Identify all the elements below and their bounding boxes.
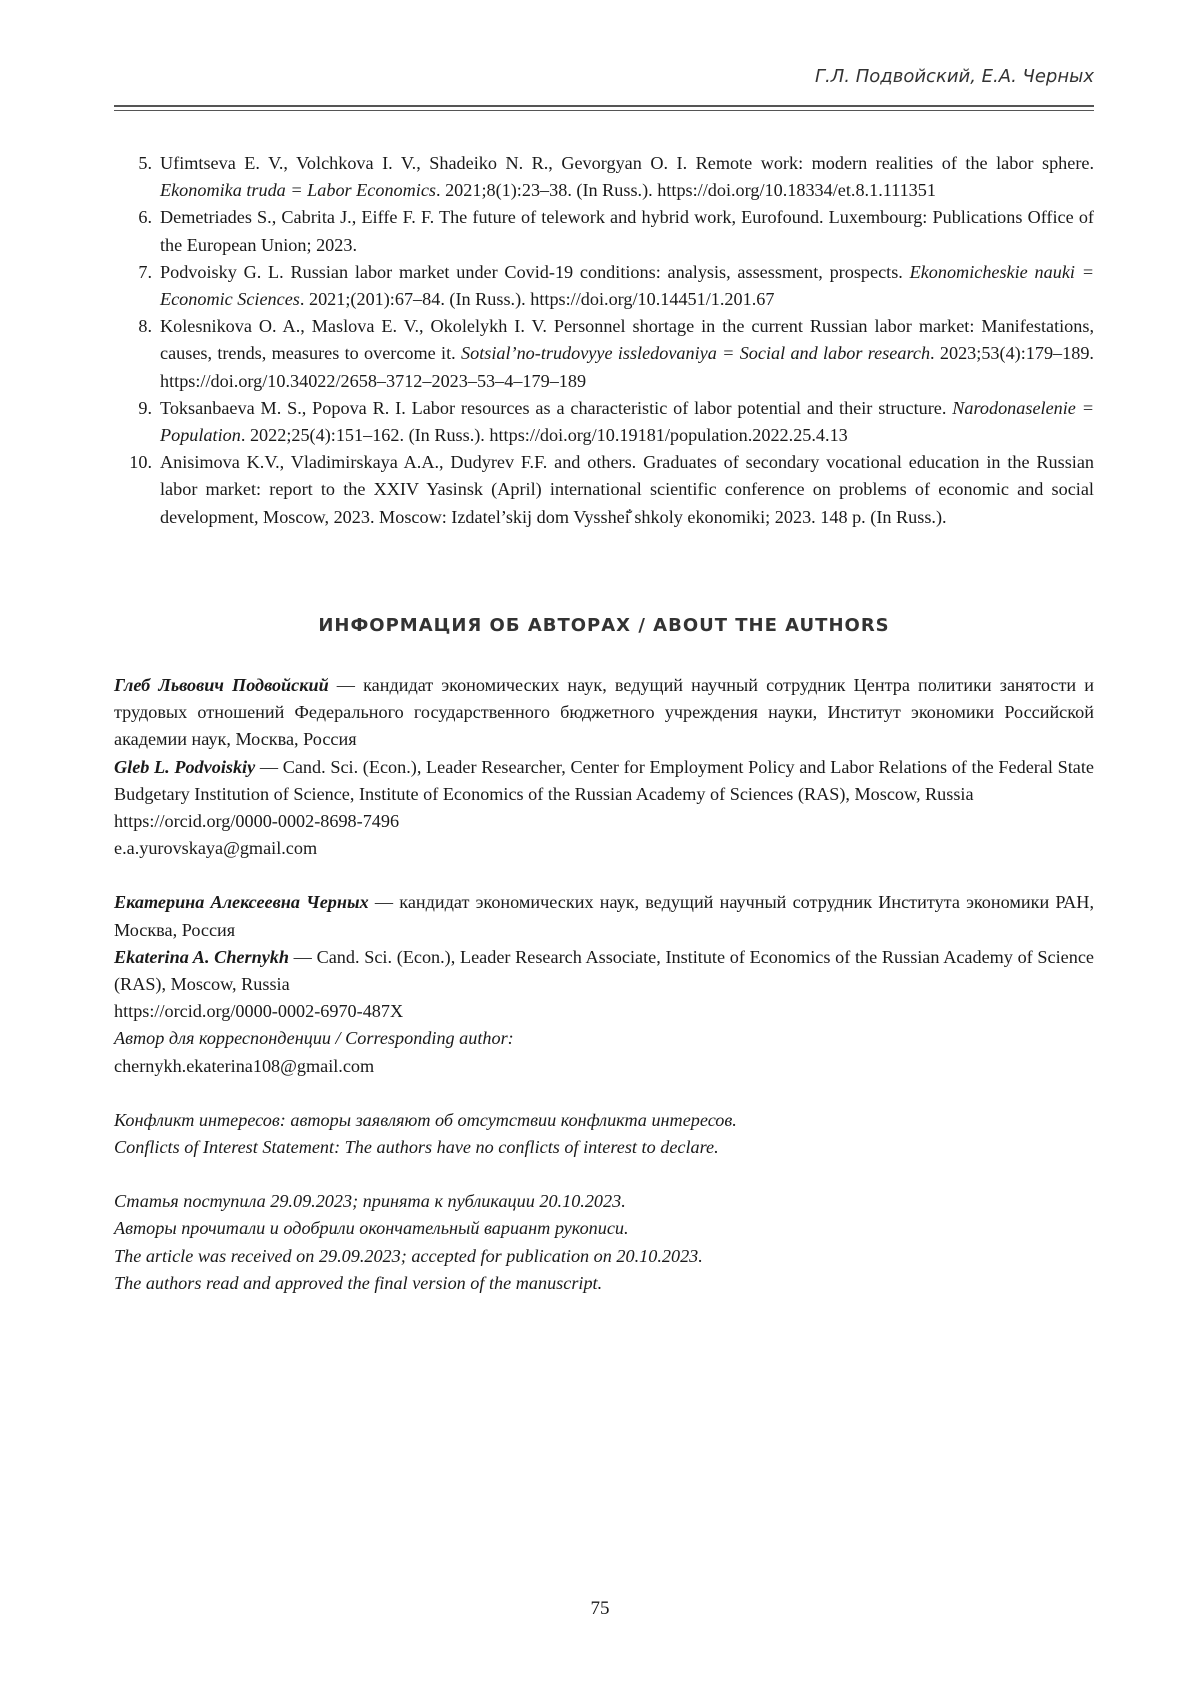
author1-en: [114, 754, 1094, 808]
reference-number: 8.: [138, 316, 152, 337]
author1-name-en: Gleb L. Podvoiskiy: [114, 756, 256, 777]
author2-desc-en: — Cand. Sci. (Econ.), Leader Research Associate, Institute of Economics of the Russian Academy of Science (RAS), Moscow, Russia: [114, 946, 1094, 995]
reference-item: [114, 449, 1094, 531]
author1-desc-ru: — кандидат экономических наук, ведущий научный сотрудник Центра политики занятости и трудовых отношений Федерального государственного бюджетного учреждения науки, Институт экономики Российской академии наук, Москва, Россия: [114, 675, 1094, 750]
reference-number: 5.: [138, 153, 152, 173]
author2-name-ru: Екатерина Алексеевна Черных: [114, 892, 369, 913]
reference-tail: . 2022;25(4):151–162. (In Russ.). https://doi.org/10.19181/population.2022.25.4.13: [240, 425, 848, 446]
reference-item: [114, 395, 1094, 449]
reference-number: 7.: [138, 261, 152, 282]
reference-tail: . 2023;53(4):179–189. https://doi.org/10.34022/2658–3712–2023–53–4–179–189: [160, 343, 1094, 391]
manuscript-approved-en: The authors read and approved the final version of the manuscript.: [114, 1272, 603, 1293]
reference-list: [114, 150, 1094, 531]
reference-item: [114, 313, 1094, 395]
author2-en: [114, 944, 1094, 998]
reference-number: 9.: [138, 397, 152, 418]
author1-email[interactable]: e.a.yurovskaya@gmail.com: [114, 838, 318, 859]
author1-name-ru: Глеб Львович Подвойский: [114, 675, 329, 695]
page-number: 75: [590, 1598, 610, 1619]
running-header-authors: Г.Л. Подвойский, Е.А. Черных: [815, 66, 1094, 87]
reference-lead: Demetriades S., Cabrita J., Eiffe F. F. The future of telework and hybrid work, Eurofound. Luxembourg: Publications Office of the European Union; 2023.: [160, 207, 1094, 255]
reference-number: 10.: [129, 452, 152, 473]
reference-lead: Kolesnikova O. A., Maslova E. V., Okolelykh I. V. Personnel shortage in the current Russian labor market: Manifestations, causes, trends, measures to overcome it.: [160, 316, 1094, 364]
reference-tail: . 2021;8(1):23–38. (In Russ.). https://doi.org/10.18334/et.8.1.111351: [435, 180, 936, 201]
header-rule: [114, 105, 1094, 111]
author2-orcid[interactable]: https://orcid.org/0000-0002-6970-487X: [114, 1001, 404, 1022]
reference-journal: Ekonomicheskie nauki = Economic Sciences: [160, 261, 1094, 310]
reference-number: 6.: [138, 207, 152, 228]
section-heading-about-authors: ИНФОРМАЦИЯ ОБ АВТОРАХ / ABOUT THE AUTHORS: [318, 615, 890, 636]
author2-email[interactable]: chernykh.ekaterina108@gmail.com: [114, 1055, 375, 1076]
reference-lead: Ufimtseva E. V., Volchkova I. V., Shadeiko N. R., Gevorgyan O. I. Remote work: modern realities of the labor sphere.: [160, 153, 1094, 173]
reference-lead: Toksanbaeva M. S., Popova R. I. Labor resources as a characteristic of labor potential and their structure.: [160, 397, 953, 418]
reference-lead: Podvoisky G. L. Russian labor market under Covid-19 conditions: analysis, assessment, prospects.: [160, 261, 910, 282]
reference-tail: . 2021;(201):67–84. (In Russ.). https://doi.org/10.14451/1.201.67: [299, 289, 775, 310]
author1-ru: [114, 672, 1094, 754]
conflict-statement-ru: Конфликт интересов: авторы заявляют об отсутствии конфликта интересов.: [114, 1109, 737, 1130]
conflict-statement-en: Conflicts of Interest Statement: The authors have no conflicts of interest to declare.: [114, 1137, 719, 1158]
reference-journal: Narodonaselenie = Population: [160, 397, 1094, 446]
author2-ru: [114, 889, 1094, 943]
reference-item: [114, 259, 1094, 313]
article-received-en: The article was received on 29.09.2023; accepted for publication on 20.10.2023.: [114, 1245, 703, 1266]
author1-orcid[interactable]: https://orcid.org/0000-0002-8698-7496: [114, 811, 400, 832]
author2-name-en: Ekaterina A. Chernykh: [114, 946, 289, 967]
corresponding-author-label: Автор для корреспонденции / Corresponding author:: [114, 1028, 514, 1049]
authors-info: [114, 672, 1094, 1297]
reference-lead: Anisimova K.V., Vladimirskaya A.A., Dudyrev F.F. and others. Graduates of secondary vocational education in the Russian labor market: report to the XXIV Yasinsk (April) international scientific conference on problems of economic and social development, Moscow, 2023. Moscow: Izdatel’skij dom Vysshei̐ shkoly ekonomiki; 2023. 148 p. (In Russ.).: [160, 452, 1094, 527]
author2-desc-ru: — кандидат экономических наук, ведущий научный сотрудник Института экономики РАН, Москва, Россия: [114, 892, 1094, 940]
reference-journal: Sotsial’no-trudovyye issledovaniya = Social and labor research: [461, 343, 931, 364]
author1-desc-en: — Cand. Sci. (Econ.), Leader Researcher, Center for Employment Policy and Labor Relations of the Federal State Budgetary Institution of Science, Institute of Economics of the Russian Academy of Sciences (RAS), Moscow, Russia: [114, 756, 1094, 804]
reference-item: [114, 150, 1094, 204]
manuscript-approved-ru: Авторы прочитали и одобрили окончательный вариант рукописи.: [114, 1218, 629, 1239]
article-received-ru: Статья поступила 29.09.2023; принята к публикации 20.10.2023.: [114, 1191, 626, 1212]
reference-journal: Ekonomika truda = Labor Economics: [160, 180, 436, 201]
reference-item: [114, 204, 1094, 258]
